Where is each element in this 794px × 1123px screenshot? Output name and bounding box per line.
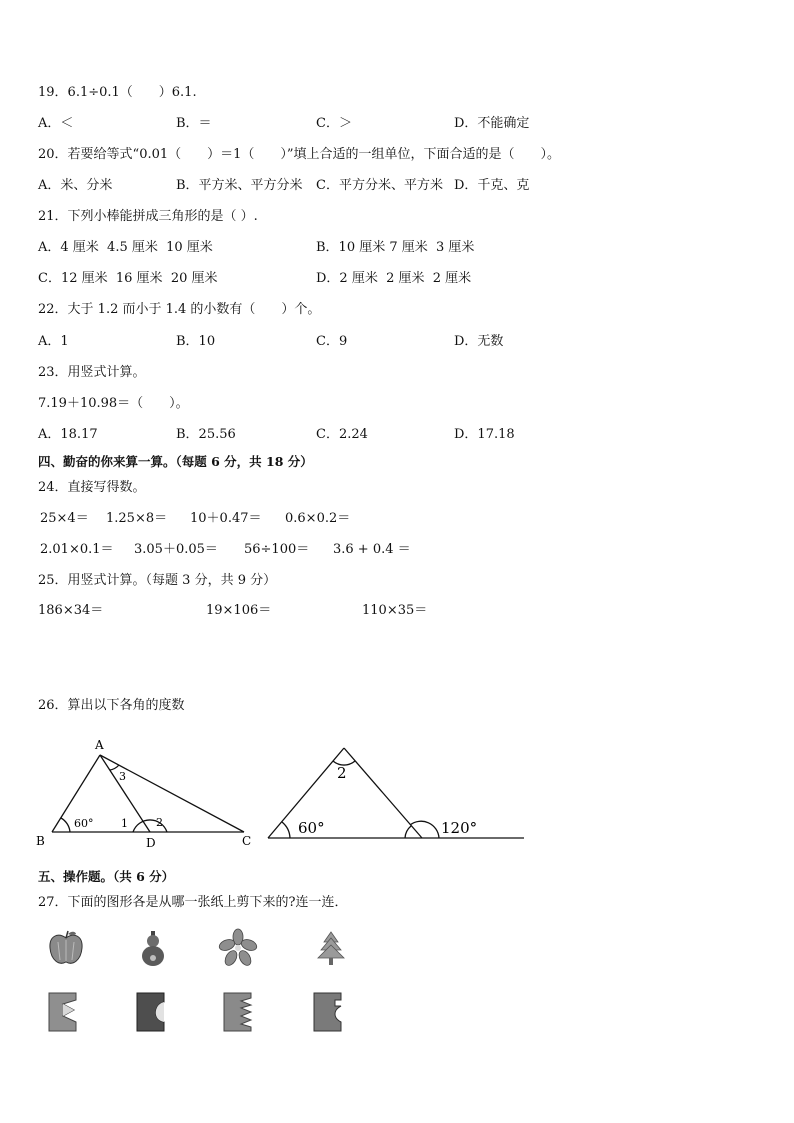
label-angle-1: 1 [121, 817, 128, 830]
q20-option-b[interactable]: B．平方米、平方分米 [176, 178, 303, 193]
q23-option-d[interactable]: D．17.18 [454, 427, 515, 442]
q19-option-a[interactable]: A．＜ [38, 116, 74, 131]
cut-paper-2[interactable] [134, 990, 170, 1034]
q25-item2: 19×106＝ [206, 603, 272, 618]
q25-stem: 25．用竖式计算。（每题 3 分，共 9 分） [38, 573, 277, 588]
q24-r2-item4: 3.6 + 0.4 ＝ [333, 542, 411, 557]
label-angle-2: 2 [156, 816, 163, 829]
label-angle-3: 3 [119, 770, 126, 783]
angle-b-arc [61, 818, 70, 832]
q23-option-a[interactable]: A．18.17 [38, 427, 98, 442]
q24-r2-item1: 2.01×0.1＝ [40, 542, 114, 557]
apple-icon[interactable] [46, 928, 86, 968]
tree-icon[interactable] [313, 930, 349, 968]
q21-option-b[interactable]: B．10 厘米 7 厘米 3 厘米 [316, 240, 475, 255]
angle-60-arc [282, 822, 290, 838]
triangle-abd-figure [30, 735, 270, 850]
q25-item3: 110×35＝ [362, 603, 428, 618]
gourd-icon[interactable] [133, 928, 173, 968]
cut-paper-4[interactable] [311, 990, 347, 1034]
q26-stem: 26．算出以下各角的度数 [38, 698, 185, 713]
q24-r1-item2: 1.25×8＝ [106, 511, 168, 526]
q23-stem: 23．用竖式计算。 [38, 365, 146, 380]
q23-option-b[interactable]: B．25.56 [176, 427, 236, 442]
label-angle-60: 60° [298, 819, 325, 837]
cut-paper-3[interactable] [221, 990, 257, 1034]
q19-option-c[interactable]: C．＞ [316, 116, 352, 131]
section5-title: 五、操作题。（共 6 分） [38, 869, 175, 884]
label-angle-b: 60° [74, 817, 94, 830]
q22-stem: 22．大于 1.2 而小于 1.4 的小数有（ ）个。 [38, 302, 321, 317]
q19-option-b[interactable]: B．＝ [176, 116, 212, 131]
q19-option-d[interactable]: D．不能确定 [454, 116, 530, 131]
q24-r1-item4: 0.6×0.2＝ [285, 511, 351, 526]
q24-r1-item3: 10＋0.47＝ [190, 511, 262, 526]
q22-option-c[interactable]: C．9 [316, 334, 348, 349]
section4-title: 四、勤奋的你来算一算。（每题 6 分，共 18 分） [38, 454, 313, 469]
label-a: A [95, 738, 104, 752]
label-angle-120: 120° [441, 819, 478, 837]
q21-option-a[interactable]: A．4 厘米 4.5 厘米 10 厘米 [38, 240, 213, 255]
q23-option-c[interactable]: C．2.24 [316, 427, 368, 442]
q20-option-a[interactable]: A．米、分米 [38, 178, 113, 193]
q24-r2-item2: 3.05＋0.05＝ [134, 542, 218, 557]
q24-r1-item1: 25×4＝ [40, 511, 89, 526]
q23-expression: 7.19＋10.98＝（ ）。 [38, 396, 189, 411]
q20-option-c[interactable]: C．平方分米、平方米 [316, 178, 443, 193]
q22-option-d[interactable]: D．无数 [454, 334, 504, 349]
label-angle-2: 2 [337, 764, 347, 782]
label-c: C [242, 834, 252, 848]
q20-stem: 20．若要给等式“0.01（ ）＝1（ ）”填上合适的一组单位，下面合适的是（ ）。 [38, 147, 561, 162]
label-b: B [36, 834, 45, 848]
q22-option-a[interactable]: A．1 [38, 334, 69, 349]
q19-stem: 19．6.1÷0.1（ ）6.1. [38, 85, 197, 100]
q27-stem: 27．下面的图形各是从哪一张纸上剪下来的?连一连． [38, 895, 348, 910]
cut-paper-1[interactable] [46, 990, 82, 1034]
q21-stem: 21．下列小棒能拼成三角形的是（ ）. [38, 209, 258, 224]
q24-stem: 24．直接写得数。 [38, 480, 146, 495]
q25-item1: 186×34＝ [38, 603, 104, 618]
triangle-exterior-figure [258, 738, 528, 848]
q22-option-b[interactable]: B．10 [176, 334, 216, 349]
label-d: D [146, 836, 156, 850]
angle-3-arc [110, 765, 119, 770]
q21-option-d[interactable]: D．2 厘米 2 厘米 2 厘米 [316, 271, 472, 286]
angle-inner-right-arc [405, 826, 411, 838]
q24-r2-item3: 56÷100＝ [244, 542, 310, 557]
q21-option-c[interactable]: C．12 厘米 16 厘米 20 厘米 [38, 271, 218, 286]
q20-option-d[interactable]: D．千克、克 [454, 178, 530, 193]
flower-icon[interactable] [218, 928, 258, 968]
